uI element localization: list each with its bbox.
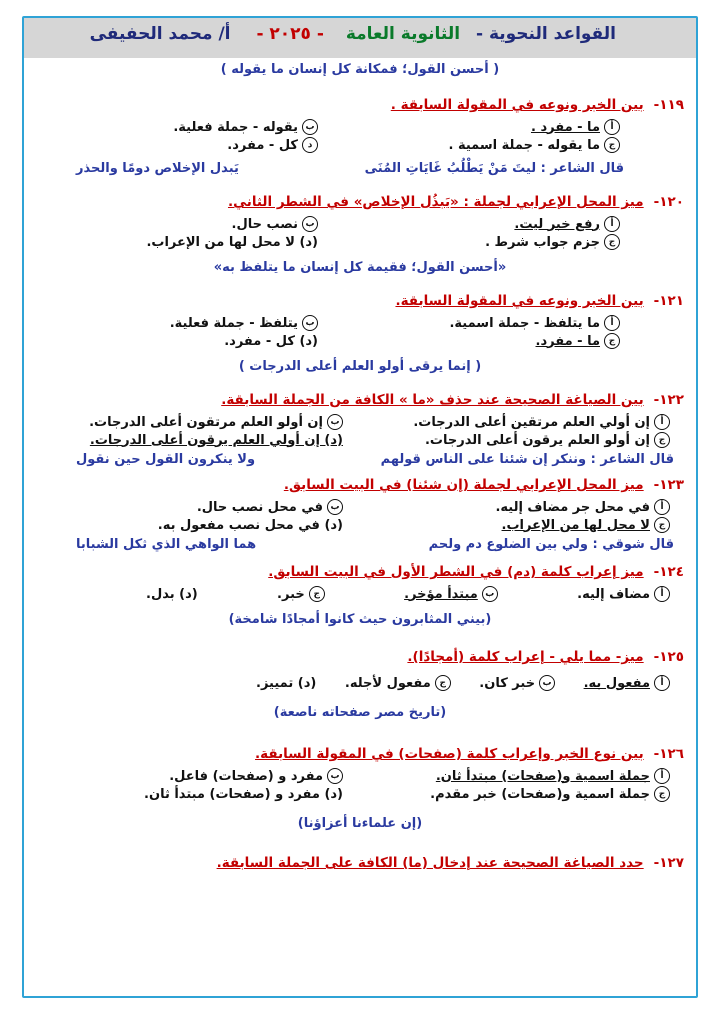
question-text: ميز المحل الإعرابي لجملة : «يَبذُل الإخلاص» في الشطر الثاني. — [227, 194, 644, 210]
question-120 — [36, 194, 684, 275]
option-text: إن أولو العلم مرتقون أعلى الدرجات. — [89, 414, 323, 430]
option-c[interactable] — [345, 675, 451, 691]
option-text: ما يقوله - جملة اسمية . — [448, 137, 600, 153]
poem-line — [36, 161, 684, 176]
question-header — [36, 293, 684, 309]
worksheet-content — [36, 60, 684, 871]
header-level: الثانوية العامة — [345, 24, 461, 44]
option-b[interactable] — [36, 768, 343, 784]
option-c[interactable] — [338, 333, 620, 349]
option-c[interactable] — [338, 137, 620, 153]
option-text: مبتدأ مؤخر. — [404, 586, 478, 602]
question-number: ١٢٣- — [653, 477, 684, 493]
option-text: مفعول لأجله. — [344, 675, 431, 691]
option-text: مضاف إليه. — [577, 586, 650, 602]
question-header — [36, 564, 684, 580]
option-d[interactable] — [36, 137, 318, 153]
question-number: ١٢٤- — [653, 564, 684, 580]
page-header — [24, 18, 696, 58]
options — [36, 499, 684, 533]
option-d[interactable] — [36, 786, 343, 802]
option-badge: ج — [604, 137, 620, 153]
option-d[interactable] — [36, 517, 343, 533]
option-badge: أ — [604, 216, 620, 232]
option-b[interactable] — [36, 315, 318, 331]
question-header — [36, 97, 684, 113]
option-badge: ج — [654, 786, 670, 802]
option-badge: ج — [309, 586, 325, 602]
quote: (بيني المثابرون حيث كانوا أمجادًا شامخة) — [228, 612, 492, 627]
options — [36, 216, 684, 250]
option-text: نصب حال. — [231, 216, 298, 232]
option-a[interactable] — [584, 675, 670, 691]
option-text: ما - مفرد. — [535, 333, 600, 349]
poem-line — [36, 537, 684, 552]
option-a[interactable] — [338, 119, 620, 135]
option-badge: ج — [435, 675, 451, 691]
option-c[interactable] — [363, 432, 670, 448]
question-header — [36, 194, 684, 210]
question-124 — [36, 564, 684, 627]
option-badge: ب — [539, 675, 555, 691]
question-121 — [36, 293, 684, 374]
question-text: حدد الصياغة الصحيحة عند إدخال (ما) الكافة على الجملة السابقة. — [216, 855, 644, 871]
quote: (إن علماءنا أعزاؤنا) — [297, 816, 423, 831]
question-number: ١٢١- — [653, 293, 684, 309]
question-text: ميز المحل الإعرابي لجملة (إن شئنا) في البيت السابق. — [283, 477, 644, 493]
option-text: مفرد و (صفحات) فاعل. — [169, 768, 323, 784]
option-b[interactable] — [36, 414, 343, 430]
option-badge: أ — [654, 675, 670, 691]
options — [36, 414, 684, 448]
options — [36, 768, 684, 802]
option-badge: أ — [604, 315, 620, 331]
option-badge: أ — [654, 414, 670, 430]
option-a[interactable] — [338, 216, 620, 232]
question-122 — [36, 392, 684, 467]
option-c[interactable] — [363, 786, 670, 802]
option-badge: ج — [654, 432, 670, 448]
option-b[interactable] — [36, 499, 343, 515]
option-badge: ب — [302, 119, 318, 135]
option-text: إن أولي العلم مرتقين أعلى الدرجات. — [413, 414, 650, 430]
question-number: ١٢٢- — [653, 392, 684, 408]
option-text: خبر. — [277, 586, 305, 602]
option-a[interactable] — [363, 414, 670, 430]
option-badge: أ — [654, 499, 670, 515]
option-c[interactable] — [338, 234, 620, 250]
question-126 — [36, 746, 684, 831]
option-badge: ب — [482, 586, 498, 602]
option-text: مفعول به. — [583, 675, 650, 691]
option-text: (د) مفرد و (صفحات) مبتدأ ثان. — [144, 786, 343, 802]
option-badge: ب — [327, 499, 343, 515]
option-text: كل - مفرد. — [227, 137, 298, 153]
option-text: إن أولو العلم يرقون أعلى الدرجات. — [424, 432, 650, 448]
question-header — [36, 855, 684, 871]
header-text — [90, 24, 616, 44]
option-c[interactable] — [277, 586, 325, 602]
option-text: (د) في محل نصب مفعول به. — [157, 517, 343, 533]
options — [36, 675, 684, 691]
option-a[interactable] — [577, 586, 670, 602]
option-text: جملة اسمية و(صفحات) مبتدأ ثان. — [435, 768, 650, 784]
option-b[interactable] — [479, 675, 555, 691]
poem-first-half: قال الشاعر : وننكر إن شئنا على الناس قولهم — [380, 452, 674, 467]
option-text: (د) تمييز. — [256, 675, 317, 691]
option-text: (د) بدل. — [146, 586, 198, 602]
option-badge: د — [302, 137, 318, 153]
poem-first-half: قال شوقي : ولي بين الضلوع دم ولحم — [428, 537, 674, 552]
question-127 — [36, 855, 684, 871]
option-d[interactable] — [146, 586, 198, 602]
option-d[interactable] — [36, 333, 318, 349]
header-author: أ/ محمد الحفيفى — [89, 24, 231, 44]
option-text: يتلفظ - جملة فعلية. — [169, 315, 298, 331]
question-header — [36, 649, 684, 665]
header-year: - ٢٠٢٥ - — [256, 24, 324, 44]
option-text: جملة اسمية و(صفحات) خبر مقدم. — [430, 786, 650, 802]
option-badge: ب — [327, 768, 343, 784]
option-text: لا محل لها من الإعراب. — [501, 517, 650, 533]
poem-second-half: ولا ينكرون القول حين نقول — [76, 452, 256, 467]
quote: ( إنما يرقى أولو العلم أعلى الدرجات ) — [238, 359, 482, 374]
option-text: ما - مفرد . — [530, 119, 600, 135]
poem-second-half: يَبدل الإخلاص دومًا والحذر — [76, 161, 239, 176]
option-a[interactable] — [338, 315, 620, 331]
option-badge: أ — [654, 586, 670, 602]
poem-line — [36, 452, 684, 467]
option-text: جزم جواب شرط . — [485, 234, 600, 250]
option-badge: ج — [604, 333, 620, 349]
options — [36, 119, 684, 153]
option-badge: أ — [604, 119, 620, 135]
question-number: ١٢٥- — [653, 649, 684, 665]
options — [36, 586, 684, 602]
option-text: رفع خبر ليت. — [514, 216, 600, 232]
option-b[interactable] — [404, 586, 498, 602]
intro-quote: ( أحسن القول؛ فمكانة كل إنسان ما يقوله ) — [220, 62, 500, 77]
poem-first-half: قال الشاعر : ليتَ مَنْ يَطْلُبُ غَايَاتِ المُنَى — [364, 161, 624, 176]
option-text: ما يتلفظ - جملة اسمية. — [449, 315, 600, 331]
question-text: بين الصياغة الصحيحة عند حذف «ما » الكافة من الجملة السابقة. — [221, 392, 644, 408]
question-123 — [36, 477, 684, 552]
question-119 — [36, 97, 684, 176]
question-header — [36, 477, 684, 493]
option-text: في محل جر مضاف إليه. — [495, 499, 650, 515]
option-text: (د) إن أولي العلم يرقون أعلى الدرجات. — [89, 432, 343, 448]
option-b[interactable] — [36, 119, 318, 135]
option-badge: ب — [302, 216, 318, 232]
option-a[interactable] — [363, 499, 670, 515]
option-text: يقوله - جملة فعلية. — [173, 119, 298, 135]
question-number: ١٢٠- — [653, 194, 684, 210]
options — [36, 315, 684, 349]
quote: (تاريخ مصر صفحاته ناصعة) — [273, 705, 447, 720]
option-badge: ج — [654, 517, 670, 533]
question-125 — [36, 649, 684, 720]
option-badge: ب — [327, 414, 343, 430]
option-b[interactable] — [36, 216, 318, 232]
option-text: (د) لا محل لها من الإعراب. — [146, 234, 318, 250]
question-text: بين الخبر ونوعه في المقولة السابقة . — [390, 97, 644, 113]
question-number: ١١٩- — [653, 97, 684, 113]
option-badge: ج — [604, 234, 620, 250]
option-text: خبر كان. — [479, 675, 536, 691]
option-text: في محل نصب حال. — [196, 499, 323, 515]
header-subject: القواعد النحوية - — [475, 24, 616, 44]
option-d[interactable] — [256, 675, 316, 691]
question-text: ميز- مما يلي - إعراب كلمة (أمجادًا). — [407, 649, 644, 665]
question-text: بين نوع الخبر وإعراب كلمة (صفحات) في المقولة السابقة. — [255, 746, 644, 762]
question-header — [36, 746, 684, 762]
option-a[interactable] — [363, 768, 670, 784]
question-number: ١٢٧- — [653, 855, 684, 871]
quote: «أحسن القول؛ فقيمة كل إنسان ما يتلفظ به» — [213, 260, 507, 275]
option-d[interactable] — [36, 234, 318, 250]
question-number: ١٢٦- — [653, 746, 684, 762]
option-text: (د) كل - مفرد. — [224, 333, 318, 349]
option-d[interactable] — [36, 432, 343, 448]
question-header — [36, 392, 684, 408]
option-badge: ب — [302, 315, 318, 331]
question-text: بين الخبر ونوعه في المقولة السابقة. — [395, 293, 644, 309]
question-text: ميز إعراب كلمة (دم) في الشطر الأول في البيت السابق. — [268, 564, 644, 580]
option-c[interactable] — [363, 517, 670, 533]
poem-second-half: هما الواهي الذي ثكل الشبابا — [76, 537, 257, 552]
option-badge: أ — [654, 768, 670, 784]
